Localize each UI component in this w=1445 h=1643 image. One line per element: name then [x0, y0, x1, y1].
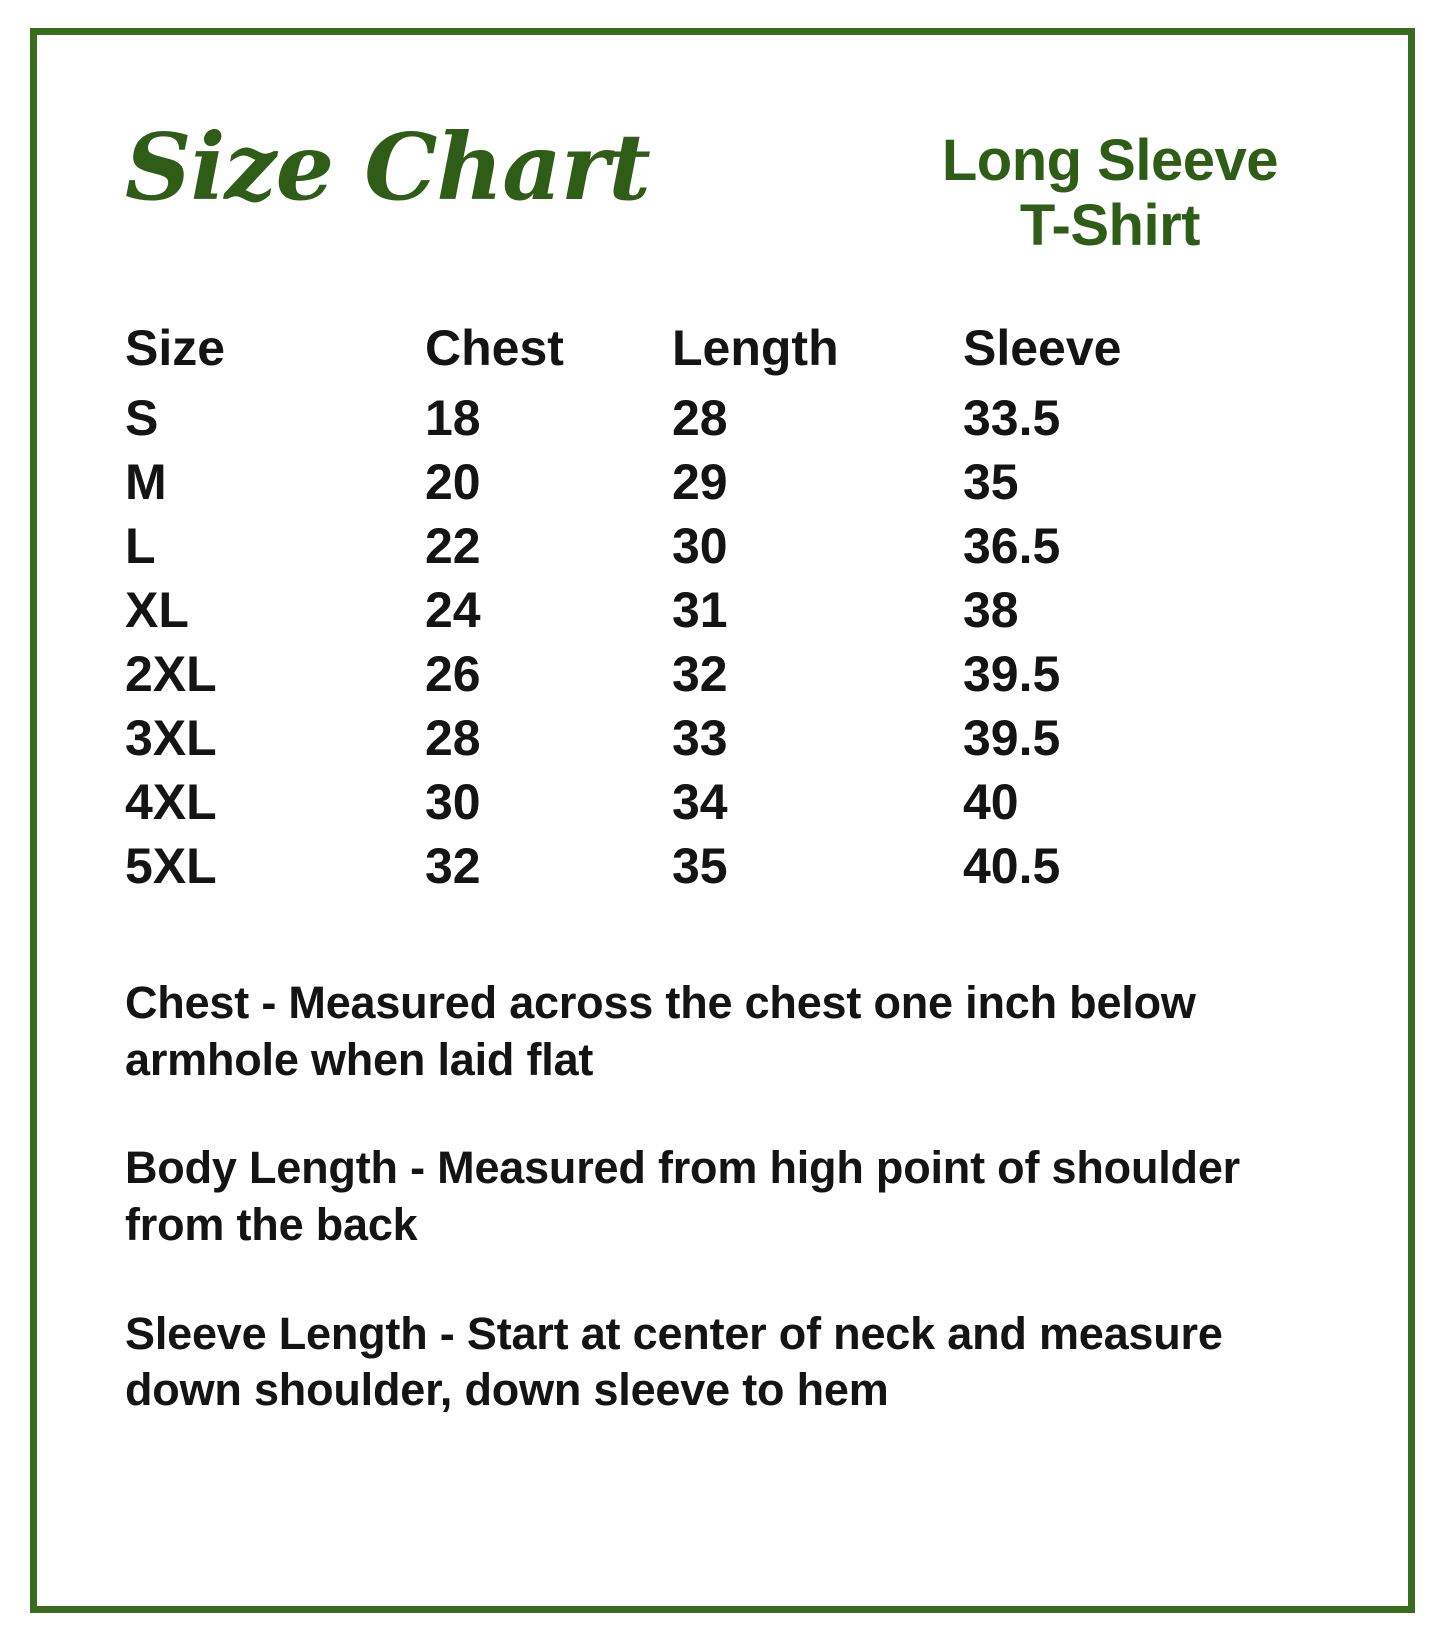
cell-size: 3XL: [125, 710, 217, 766]
table-row: [125, 581, 1185, 645]
note-body-length: Body Length - Measured from high point of shoulder from the back: [125, 1142, 1240, 1251]
cell-sleeve: 38: [963, 582, 1019, 638]
cell-chest: 28: [425, 710, 481, 766]
cell-sleeve: 40: [963, 774, 1019, 830]
cell-length: 35: [672, 838, 728, 894]
page-title: Size Chart: [125, 113, 650, 221]
cell-length: 29: [672, 454, 728, 510]
product-title-line2: T-Shirt: [1019, 192, 1200, 258]
green-border-frame: [30, 28, 1415, 1613]
measurement-notes: [125, 975, 1275, 1419]
cell-chest: 26: [425, 646, 481, 702]
measurements-table: [125, 319, 1185, 901]
column-header-sleeve: Sleeve: [963, 320, 1122, 376]
table-header-row: [125, 319, 1185, 389]
cell-size: S: [125, 390, 159, 446]
cell-chest: 24: [425, 582, 481, 638]
cell-sleeve: 35: [963, 454, 1019, 510]
table-row: [125, 645, 1185, 709]
cell-length: 34: [672, 774, 728, 830]
cell-sleeve: 39.5: [963, 710, 1061, 766]
column-header-chest: Chest: [425, 320, 564, 376]
chart-content: [37, 35, 1408, 1606]
table-row: [125, 389, 1185, 453]
table-row: [125, 837, 1185, 901]
cell-chest: 30: [425, 774, 481, 830]
cell-length: 33: [672, 710, 728, 766]
cell-sleeve: 33.5: [963, 390, 1061, 446]
cell-size: 5XL: [125, 838, 217, 894]
cell-sleeve: 40.5: [963, 838, 1061, 894]
table-row: [125, 773, 1185, 837]
chart-header: [125, 93, 1338, 293]
table-row: [125, 453, 1185, 517]
cell-sleeve: 36.5: [963, 518, 1061, 574]
cell-length: 32: [672, 646, 728, 702]
cell-size: 2XL: [125, 646, 217, 702]
cell-chest: 20: [425, 454, 481, 510]
cell-chest: 18: [425, 390, 481, 446]
column-header-size: Size: [125, 320, 226, 376]
note-chest: Chest - Measured across the chest one inch below armhole when laid flat: [125, 977, 1196, 1085]
cell-size: XL: [125, 582, 189, 638]
cell-size: 4XL: [125, 774, 217, 830]
product-title-line1: Long Sleeve: [941, 128, 1278, 193]
cell-sleeve: 39.5: [963, 646, 1061, 702]
table-row: [125, 709, 1185, 773]
column-header-length: Length: [672, 320, 839, 376]
table-row: [125, 517, 1185, 581]
cell-length: 31: [672, 582, 728, 638]
cell-size: M: [125, 454, 167, 510]
cell-chest: 32: [425, 838, 481, 894]
cell-size: L: [125, 518, 156, 574]
product-title: [942, 129, 1278, 259]
cell-length: 30: [672, 518, 728, 574]
cell-chest: 22: [425, 518, 481, 574]
note-sleeve-length: Sleeve Length - Start at center of neck and measure down shoulder, down sleeve to hem: [125, 1307, 1223, 1416]
cell-length: 28: [672, 390, 728, 446]
